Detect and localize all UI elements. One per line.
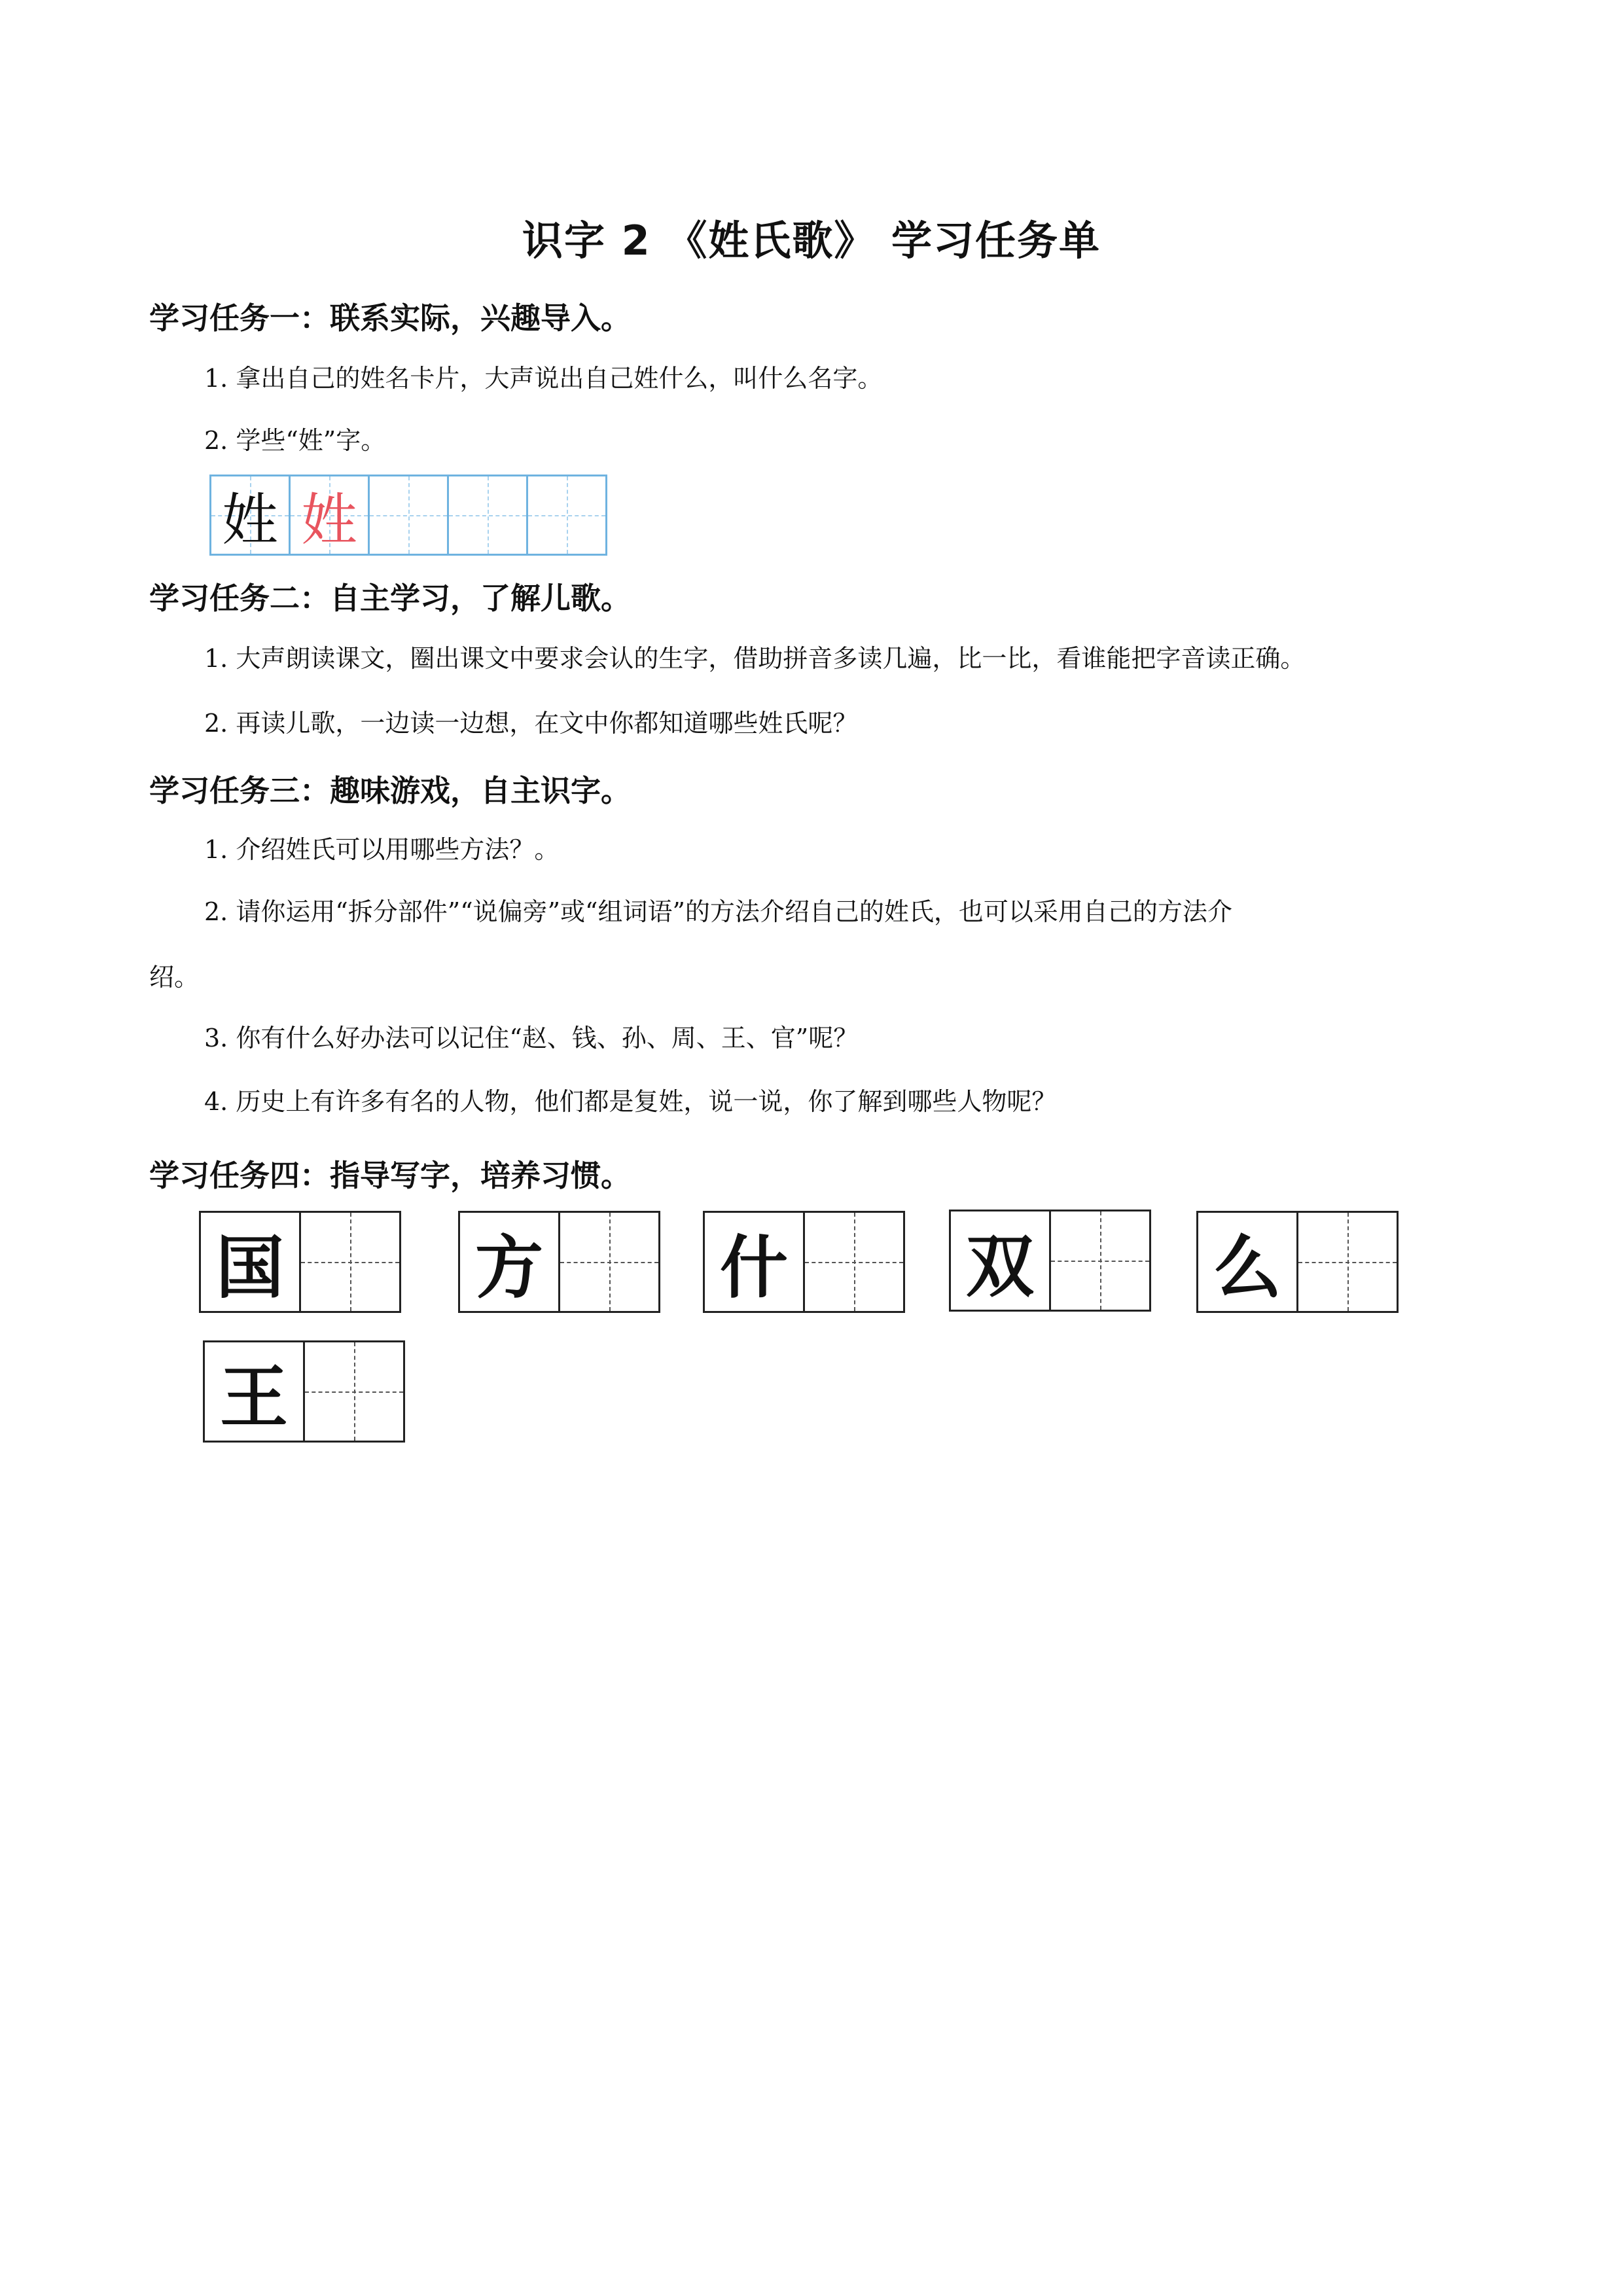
- task-1-item-1: 1. 拿出自己的姓名卡片，大声说出自己姓什么，叫什么名字。: [204, 364, 883, 393]
- tianzige-cell: [289, 475, 370, 556]
- task-1-heading: 学习任务一：联系实际，兴趣导入。: [149, 300, 631, 336]
- tianzige-cell-empty[interactable]: [526, 475, 607, 556]
- writing-grid-wang: [203, 1340, 403, 1443]
- task-2-item-1: 1. 大声朗读课文，圈出课文中要求会认的生字，借助拼音多读几遍，比一比，看谁能把字音读正确。: [204, 644, 1306, 673]
- tianzige-grid: [209, 475, 605, 554]
- tianzige-cell-empty[interactable]: [447, 475, 528, 556]
- tianzige-cell-empty[interactable]: [368, 475, 449, 556]
- writing-cell: [703, 1211, 805, 1313]
- trace-character: 姓: [301, 488, 357, 553]
- writing-cell-empty[interactable]: [803, 1211, 905, 1313]
- writing-cell-empty[interactable]: [303, 1340, 405, 1443]
- page-title: 识字 2 《姓氏歌》 学习任务单: [522, 217, 1101, 264]
- writing-character: 双: [951, 1211, 1049, 1310]
- writing-cell-empty[interactable]: [299, 1211, 401, 1313]
- task-3-item-2: 2. 请你运用“拆分部件”“说偏旁”或“组词语”的方法介绍自己的姓氏，也可以采用自己的方法介: [204, 897, 1232, 926]
- task-1-item-2: 2. 学些“姓”字。: [204, 426, 386, 455]
- writing-character: 王: [205, 1342, 303, 1441]
- writing-cell: [458, 1211, 560, 1313]
- writing-cell: [949, 1210, 1051, 1312]
- task-3-item-1: 1. 介绍姓氏可以用哪些方法？。: [204, 835, 560, 864]
- writing-grid-me: [1196, 1211, 1397, 1313]
- writing-character: 么: [1198, 1213, 1296, 1311]
- writing-cell: [203, 1340, 305, 1443]
- task-2-heading: 学习任务二：自主学习，了解儿歌。: [149, 581, 631, 616]
- writing-character: 国: [201, 1213, 299, 1311]
- writing-cell-empty[interactable]: [558, 1211, 660, 1313]
- task-3-heading: 学习任务三：趣味游戏，自主识字。: [149, 773, 631, 808]
- writing-character: 什: [705, 1213, 803, 1311]
- writing-grid-shen: [703, 1211, 903, 1313]
- writing-cell-empty[interactable]: [1296, 1211, 1399, 1313]
- writing-cell-empty[interactable]: [1049, 1210, 1151, 1312]
- task-4-heading: 学习任务四：指导写字，培养习惯。: [149, 1158, 631, 1193]
- writing-grid-shuang: [949, 1210, 1149, 1312]
- task-3-item-3: 3. 你有什么好办法可以记住“赵、钱、孙、周、王、官”呢？: [204, 1024, 859, 1052]
- writing-cell: [199, 1211, 301, 1313]
- writing-character: 方: [460, 1213, 558, 1311]
- writing-grid-guo: [199, 1211, 399, 1313]
- model-character: 姓: [222, 488, 278, 553]
- task-2-item-2: 2. 再读儿歌，一边读一边想，在文中你都知道哪些姓氏呢？: [204, 709, 858, 738]
- tianzige-cell: [209, 475, 291, 556]
- writing-grid-fang: [458, 1211, 658, 1313]
- writing-cell: [1196, 1211, 1298, 1313]
- task-3-item-2-continued: 绍。: [149, 963, 200, 992]
- task-3-item-4: 4. 历史上有许多有名的人物，他们都是复姓，说一说，你了解到哪些人物呢？: [204, 1087, 1057, 1116]
